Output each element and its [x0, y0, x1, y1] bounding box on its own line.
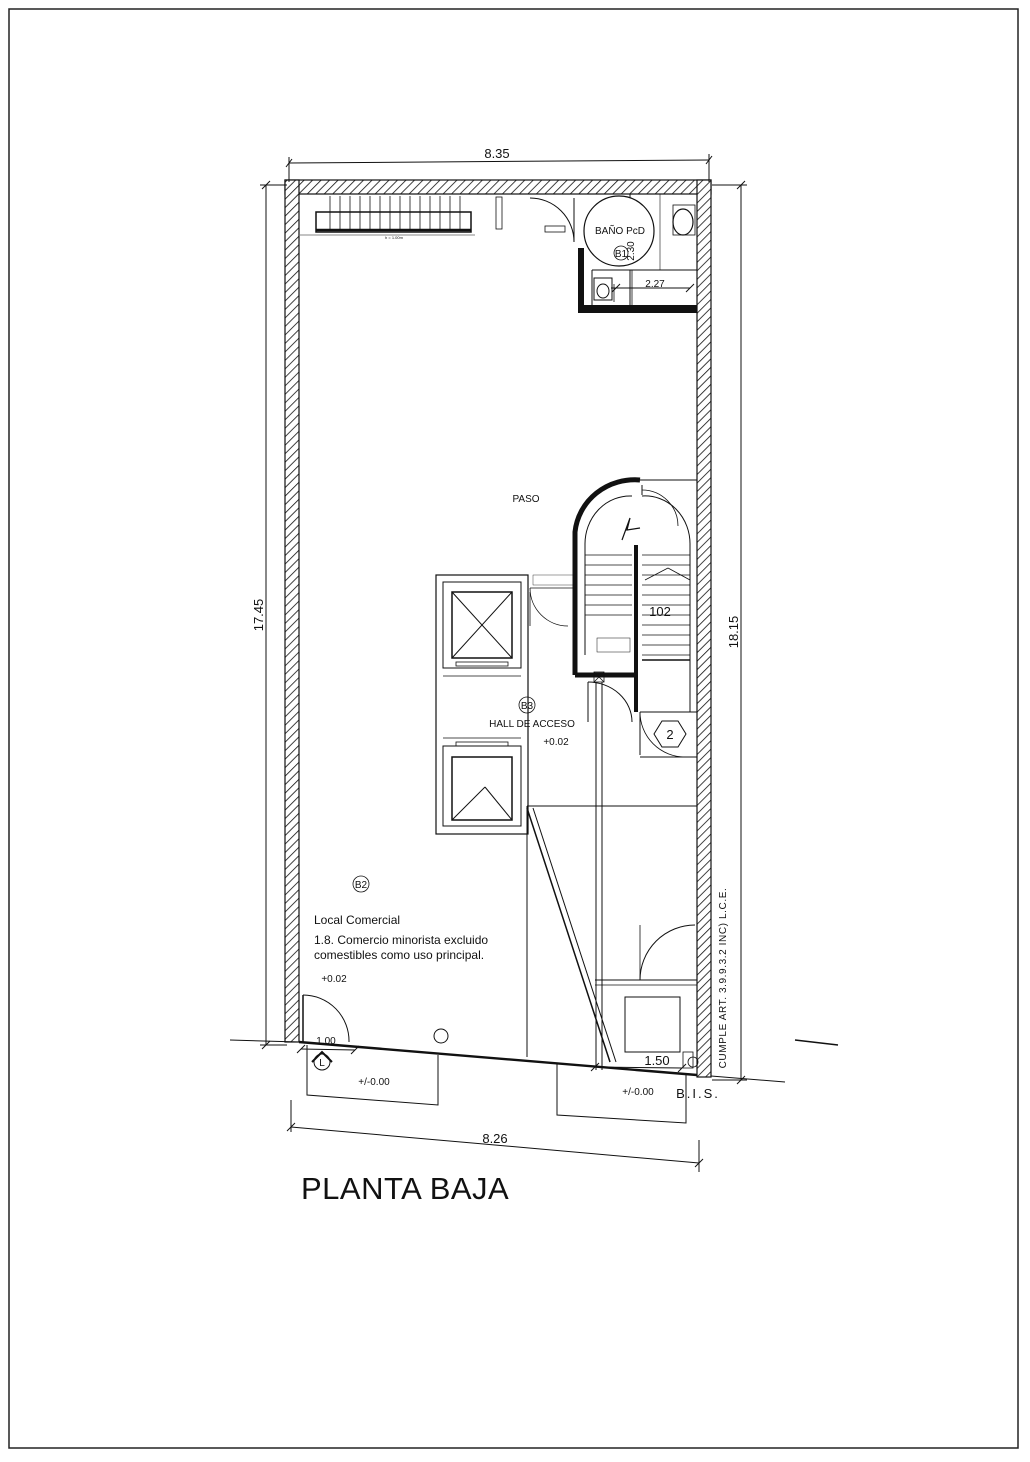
- sidewalk-level-left: +/-0.00: [358, 1077, 390, 1088]
- elevator-shafts: [436, 575, 574, 834]
- page-title: PLANTA BAJA: [301, 1171, 510, 1206]
- bath-depth: 2.30: [626, 241, 637, 261]
- hall-tag: B3: [520, 701, 534, 712]
- dim-right-depth: 18.15: [726, 615, 741, 649]
- bath-tag: B1: [614, 249, 628, 260]
- rear-stair: [300, 196, 565, 235]
- bis-label: B.I.S.: [676, 1086, 720, 1101]
- local-tag: B2: [354, 880, 368, 891]
- paso-label: PASO: [512, 494, 540, 505]
- dim-door-left: 1.00: [316, 1036, 336, 1047]
- entrance-ramp: [527, 806, 698, 1068]
- dim-door-right: 1.50: [644, 1053, 670, 1068]
- dim-bottom-width: 8.26: [482, 1131, 508, 1146]
- sidewalk-level-right: +/-0.00: [622, 1087, 654, 1098]
- local-use-line2: comestibles como uso principal.: [314, 948, 485, 962]
- stair-rail-height: h = 1.00m: [385, 235, 403, 240]
- marker-l: L: [319, 1058, 325, 1069]
- dim-left-depth: 17.45: [251, 598, 266, 632]
- accessible-bathroom: [530, 194, 697, 313]
- stair-core: [575, 480, 697, 1070]
- bath-label: BAÑO PcD: [594, 226, 646, 237]
- stair-code: 102: [649, 604, 671, 619]
- dim-top-width: 8.35: [484, 146, 510, 161]
- marker-2: 2: [666, 727, 674, 742]
- hall-level: +0.02: [543, 737, 569, 748]
- bath-width: 2.27: [645, 279, 665, 290]
- local-name: Local Comercial: [314, 913, 401, 927]
- local-use-line1: 1.8. Comercio minorista excluido: [314, 933, 489, 947]
- hall-label: HALL DE ACCESO: [489, 719, 575, 730]
- compliance-note: CUMPLE ART. 3.9.9.3.2 INC) L.C.E.: [718, 887, 729, 1069]
- local-level: +0.02: [321, 974, 347, 985]
